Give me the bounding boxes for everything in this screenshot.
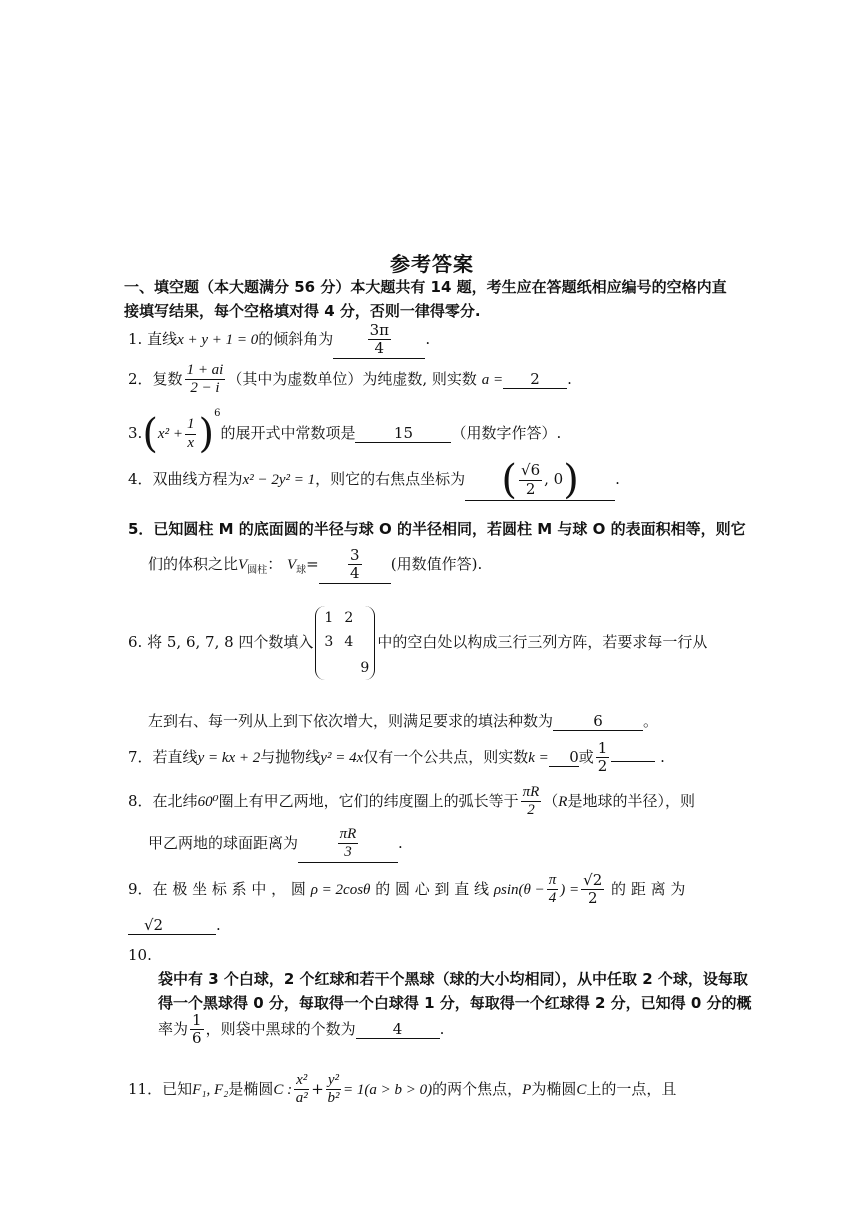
- answer-fraction: $\frac{1}{2}$: [597, 739, 608, 776]
- answer-blank: 15: [355, 424, 451, 443]
- question-text: (用数值作答).: [390, 554, 483, 573]
- question-4: 4．双曲线方程为x² − 2y² = 1，则它的右焦点坐标为 ( $\frac{√6}{2}$ , 0) .: [128, 457, 620, 503]
- complex-fraction: $\frac{1 + ai}{2 - i}$: [186, 362, 224, 397]
- matrix: 1 2 3 4 9: [315, 606, 375, 680]
- question-7: 7．若直线y = kx + 2与抛物线y² = 4x仅有一个公共点，则实数k = 0或 $\frac{1}{2}$ .: [128, 739, 665, 776]
- question-text: 在 极 坐 标 系 中 ， 圆: [152, 879, 306, 898]
- answer-blank: [333, 322, 425, 359]
- question-text: 双曲线方程为: [152, 470, 243, 488]
- question-text: ，则它的右焦点坐标为: [315, 470, 466, 488]
- question-text: 上的一点，且: [586, 1079, 677, 1098]
- question-number: 9．: [128, 879, 153, 898]
- question-text: 将 5, 6, 7, 8 四个数填入: [147, 633, 314, 651]
- variable: k =: [528, 749, 549, 766]
- question-8: 8．在北纬60⁰圈上有甲乙两地，它们的纬度圈上的弧长等于 $\frac{\pi R}{2}$ （R是地球的半径），则: [128, 784, 695, 819]
- answer-blank: ( $\frac{√6}{2}$ , 0): [465, 460, 615, 501]
- answer-fraction: $\frac{3\pi}{4}$: [369, 321, 390, 358]
- equation: x + y + 1 = 0: [177, 331, 259, 348]
- probability-fraction: $\frac{1}{6}$: [192, 1011, 202, 1048]
- answer-blank: 6: [553, 712, 643, 731]
- question-text: 是地球的半径），则: [567, 791, 695, 810]
- variable: a =: [481, 371, 504, 388]
- expression: x² +: [157, 426, 183, 442]
- question-number: 8．: [128, 791, 153, 810]
- question-5-line1: 5．已知圆柱 M 的底面圆的半径与球 O 的半径相同，若圆柱 M 与球 O 的表面积相等，则它: [128, 520, 746, 538]
- answer-fraction: $\frac{\pi R}{3}$: [339, 826, 357, 861]
- question-text: 的倾斜角为: [258, 329, 334, 348]
- question-2: 2．复数 $\frac{1 + ai}{2 - i}$ （其中为虚数单位）为纯虚数, 则实数 a = 2 .: [128, 362, 572, 397]
- question-number: 7．: [128, 747, 153, 766]
- equation: y² = 4x: [320, 749, 364, 766]
- question-6-line2: 左到右、每一列从上到下依次增大，则满足要求的填法种数为 6 。: [148, 712, 659, 730]
- answer-blank: 2: [503, 370, 567, 389]
- question-text: ，则袋中黑球的个数为: [205, 1019, 356, 1038]
- answer-blank: [319, 547, 391, 584]
- answer-blank: [298, 826, 398, 863]
- section-heading-line2: 接填写结果，每个空格填对得 4 分，否则一律得零分.: [124, 302, 481, 320]
- question-text: 仅有一个公共点，则实数: [363, 747, 529, 766]
- question-text: 的两个焦点，: [432, 1079, 523, 1098]
- equation: ρ = 2cosθ: [310, 881, 371, 898]
- question-text: 的 圆 心 到 直 线: [375, 879, 490, 898]
- question-text: 们的体积之比: [148, 554, 239, 573]
- answer-blank: √2: [128, 916, 216, 935]
- question-number: 1.: [128, 329, 143, 348]
- page-title: 参考答案: [390, 252, 474, 276]
- question-6: [128, 606, 707, 680]
- question-text: 中的空白处以构成三行三列方阵，若要求每一行从: [377, 633, 708, 651]
- question-text: 已知: [162, 1079, 193, 1098]
- arc-fraction: $\frac{\pi R}{2}$: [522, 784, 540, 819]
- exponent: 6: [214, 408, 221, 419]
- latitude: 60⁰: [197, 793, 219, 810]
- question-text: 的展开式中常数项是: [220, 424, 356, 442]
- question-text: 在北纬: [152, 791, 198, 810]
- question-8-line2: 甲乙两地的球面距离为 $\frac{\pi R}{3}$ .: [148, 826, 403, 863]
- section-heading-line1: 一、填空题（本大题满分 56 分）本大题共有 14 题，考生应在答题纸相应编号的空格内直: [124, 278, 727, 296]
- question-text: 圈上有甲乙两地，它们的纬度圈上的弧长等于: [218, 791, 519, 810]
- question-text: 若直线: [152, 747, 198, 766]
- answer-fraction: $\frac{√6}{2}$: [521, 461, 541, 498]
- question-text: 复数: [152, 369, 183, 388]
- question-number: 4．: [128, 470, 153, 488]
- question-number: 6.: [128, 633, 143, 651]
- question-text: 直线: [147, 329, 178, 348]
- answer-fraction: $\frac{3}{4}$: [349, 546, 360, 583]
- question-text: （其中为虚数单位）为纯虚数, 则实数: [227, 369, 477, 388]
- question-5-line2: 们的体积之比$V_{圆柱}$： $V_球=$ $\frac{3}{4}$ (用数值作答).: [148, 546, 483, 583]
- question-10-line3: 率为 $\frac{1}{6}$ ，则袋中黑球的个数为 4 .: [158, 1011, 445, 1048]
- answer-blank: 4: [356, 1020, 440, 1039]
- question-number: 3.: [128, 424, 143, 442]
- question-10-line2: 得一个黑球得 0 分，每取得一个白球得 1 分，每取得一个红球得 2 分，已知得 0 分的概: [158, 994, 752, 1012]
- question-3: 3.(x² + $\frac{1}{x}$ )$^6$的展开式中常数项是 15 （用数字作答）.: [128, 408, 562, 457]
- question-11: 11．已知F₁, F₂是椭圆C : $\frac{\text{x²}}{\text{a²}}$ + $\frac{\text{y²}}{\text{b²}}$ = 1(a > b > 0)的两个焦点，P为椭圆C上的一点，且: [128, 1072, 677, 1107]
- question-number: 2．: [128, 369, 153, 388]
- equation: x² − 2y² = 1: [242, 472, 316, 488]
- question-9: 9．在 极 坐 标 系 中 ， 圆 ρ = 2cosθ 的 圆 心 到 直 线 ρsin(θ − $\frac{\pi}{4}$ ) = $\frac{√2}{2}$ 的 距 离 为: [128, 871, 686, 908]
- foci: F₁, F₂: [192, 1081, 229, 1098]
- question-1: 1. 直线x + y + 1 = 0的倾斜角为 $\frac{3\pi}{4}$ .: [128, 321, 431, 358]
- question-text: 与抛物线: [260, 747, 321, 766]
- answer-blank: 0: [549, 748, 579, 767]
- question-text: 左到右、每一列从上到下依次增大，则满足要求的填法种数为: [148, 712, 554, 730]
- question-text: 率为: [158, 1019, 189, 1038]
- question-text: （用数字作答）.: [451, 424, 562, 442]
- equation: y = kx + 2: [197, 749, 261, 766]
- question-9-line2: √2 .: [128, 916, 221, 935]
- question-text: 为椭圆: [531, 1079, 577, 1098]
- expression-fraction: $\frac{1}{x}$: [186, 416, 195, 451]
- question-text: 甲乙两地的球面距离为: [148, 833, 299, 852]
- question-10-line1: 袋中有 3 个白球，2 个红球和若干个黑球（球的大小均相同），从中任取 2 个球，设每取: [158, 970, 748, 988]
- question-text: 是椭圆: [228, 1079, 274, 1098]
- question-10-number: 10.: [128, 946, 152, 964]
- question-text: 的 距 离 为: [611, 879, 686, 898]
- question-number: 11．: [128, 1079, 163, 1098]
